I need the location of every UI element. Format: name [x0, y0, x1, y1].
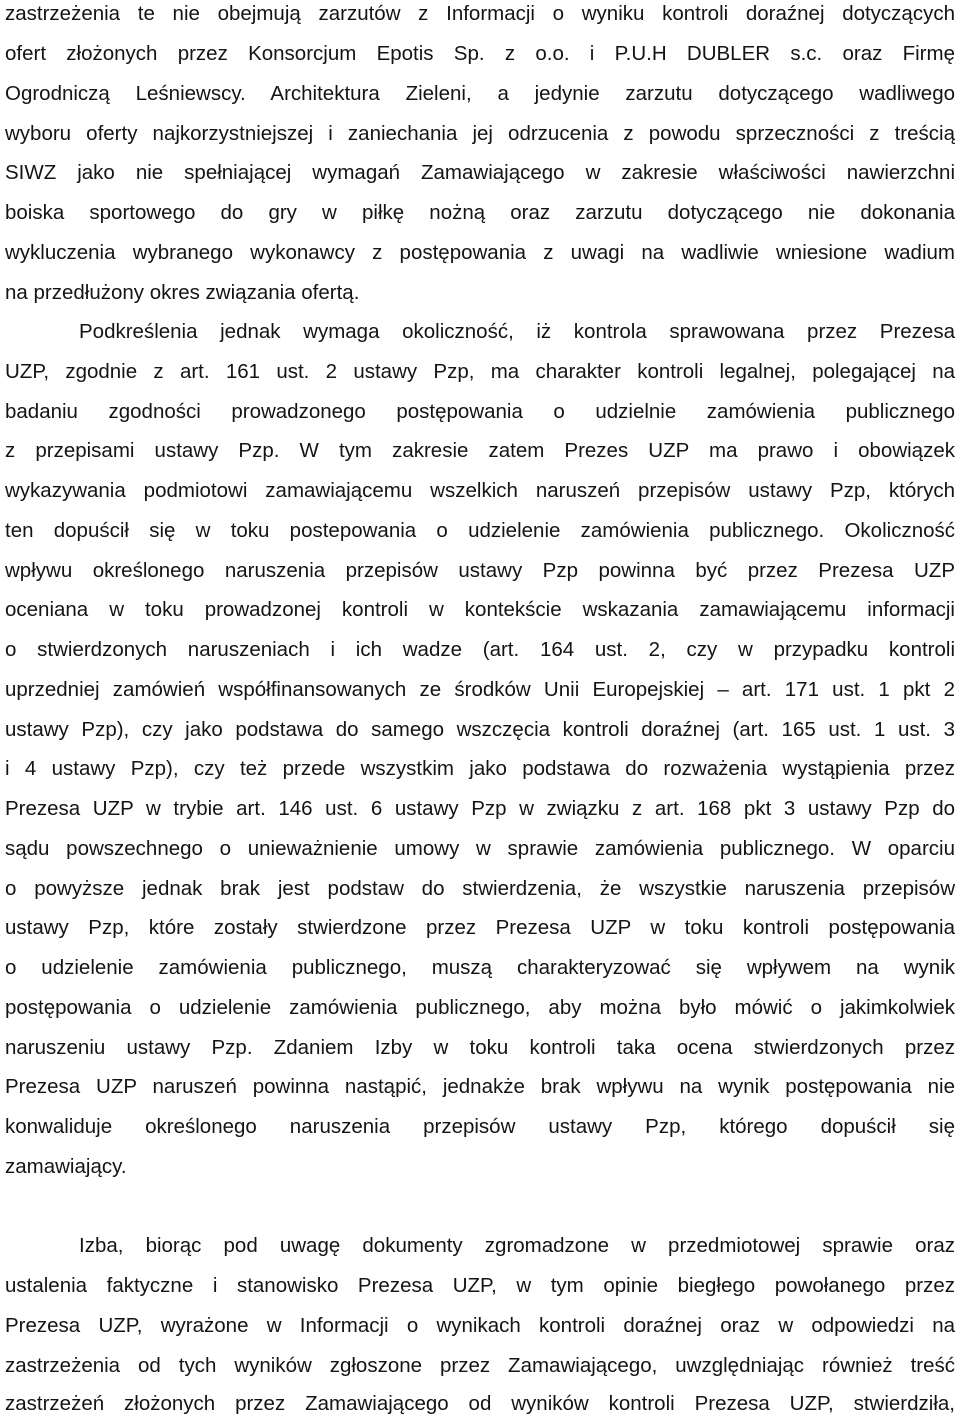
- text-line: zastrzeżeń złożonych przez Zamawiającego od wyników kontroli Prezesa UZP, stwierdziła,: [5, 1392, 955, 1415]
- text-line: wyboru oferty najkorzystniejszej i zaniechania jej odrzucenia z powodu sprzeczności z treścią: [5, 122, 955, 145]
- text-line: o stwierdzonych naruszeniach i ich wadze (art. 164 ust. 2, czy w przypadku kontroli: [5, 638, 955, 661]
- text-line: boiska sportowego do gry w piłkę nożną oraz zarzutu dotyczącego nie dokonania: [5, 201, 955, 224]
- text-line: Ogrodniczą Leśniewscy. Architektura Zieleni, a jedynie zarzutu dotyczącego wadliwego: [5, 82, 955, 105]
- text-line: z przepisami ustawy Pzp. W tym zakresie zatem Prezes UZP ma prawo i obowiązek: [5, 439, 955, 462]
- text-line: Prezesa UZP naruszeń powinna nastąpić, jednakże brak wpływu na wynik postępowania nie: [5, 1075, 955, 1098]
- paragraph-end-line: zamawiający.: [5, 1155, 127, 1178]
- text-line: i 4 ustawy Pzp), czy też przede wszystkim jako podstawa do rozważenia wystąpienia przez: [5, 757, 955, 780]
- paragraph-first-line: Izba, biorąc pod uwagę dokumenty zgromadzone w przedmiotowej sprawie oraz: [79, 1234, 955, 1257]
- text-line: ustawy Pzp), czy jako podstawa do samego wszczęcia kontroli doraźnej (art. 165 ust. 1 ust. 3: [5, 718, 955, 741]
- paragraph-end-line: na przedłużony okres związania ofertą.: [5, 281, 360, 304]
- text-line: naruszeniu ustawy Pzp. Zdaniem Izby w toku kontroli taka ocena stwierdzonych przez: [5, 1036, 955, 1059]
- text-line: o powyższe jednak brak jest podstaw do stwierdzenia, że wszystkie naruszenia przepisów: [5, 877, 955, 900]
- text-line: zastrzeżenia od tych wyników zgłoszone przez Zamawiającego, uwzględniając również treść: [5, 1354, 955, 1377]
- text-line: postępowania o udzielenie zamówienia publicznego, aby można było mówić o jakimkolwiek: [5, 996, 955, 1019]
- text-line: konwaliduje określonego naruszenia przepisów ustawy Pzp, którego dopuścił się: [5, 1115, 955, 1138]
- text-line: ustawy Pzp, które zostały stwierdzone przez Prezesa UZP w toku kontroli postępowania: [5, 916, 955, 939]
- text-line: UZP, zgodnie z art. 161 ust. 2 ustawy Pzp, ma charakter kontroli legalnej, polegającej na: [5, 360, 955, 383]
- text-line: SIWZ jako nie spełniającej wymagań Zamawiającego w zakresie właściwości nawierzchni: [5, 161, 955, 184]
- text-line: wykazywania podmiotowi zamawiającemu wszelkich naruszeń przepisów ustawy Pzp, których: [5, 479, 955, 502]
- text-line: badaniu zgodności prowadzonego postępowania o udzielnie zamówienia publicznego: [5, 400, 955, 423]
- text-line: o udzielenie zamówienia publicznego, muszą charakteryzować się wpływem na wynik: [5, 956, 955, 979]
- text-line: ustalenia faktyczne i stanowisko Prezesa UZP, w tym opinie biegłego powołanego przez: [5, 1274, 955, 1297]
- text-line: wykluczenia wybranego wykonawcy z postępowania z uwagi na wadliwie wniesione wadium: [5, 241, 955, 264]
- text-line: uprzedniej zamówień współfinansowanych ze środków Unii Europejskiej – art. 171 ust. 1 pkt 2: [5, 678, 955, 701]
- text-line: Prezesa UZP w trybie art. 146 ust. 6 ustawy Pzp w związku z art. 168 pkt 3 ustawy Pzp do: [5, 797, 955, 820]
- text-line: zastrzeżenia te nie obejmują zarzutów z Informacji o wyniku kontroli doraźnej dotyczących: [5, 2, 955, 25]
- paragraph-first-line: Podkreślenia jednak wymaga okoliczność, iż kontrola sprawowana przez Prezesa: [79, 320, 955, 343]
- text-line: oceniana w toku prowadzonej kontroli w kontekście wskazania zamawiającemu informacji: [5, 598, 955, 621]
- text-line: ten dopuścił się w toku postepowania o udzielenie zamówienia publicznego. Okoliczność: [5, 519, 955, 542]
- text-line: Prezesa UZP, wyrażone w Informacji o wynikach kontroli doraźnej oraz w odpowiedzi na: [5, 1314, 955, 1337]
- text-line: ofert złożonych przez Konsorcjum Epotis Sp. z o.o. i P.U.H DUBLER s.c. oraz Firmę: [5, 42, 955, 65]
- text-line: wpływu określonego naruszenia przepisów ustawy Pzp powinna być przez Prezesa UZP: [5, 559, 955, 582]
- text-line: sądu powszechnego o unieważnienie umowy w sprawie zamówienia publicznego. W oparciu: [5, 837, 955, 860]
